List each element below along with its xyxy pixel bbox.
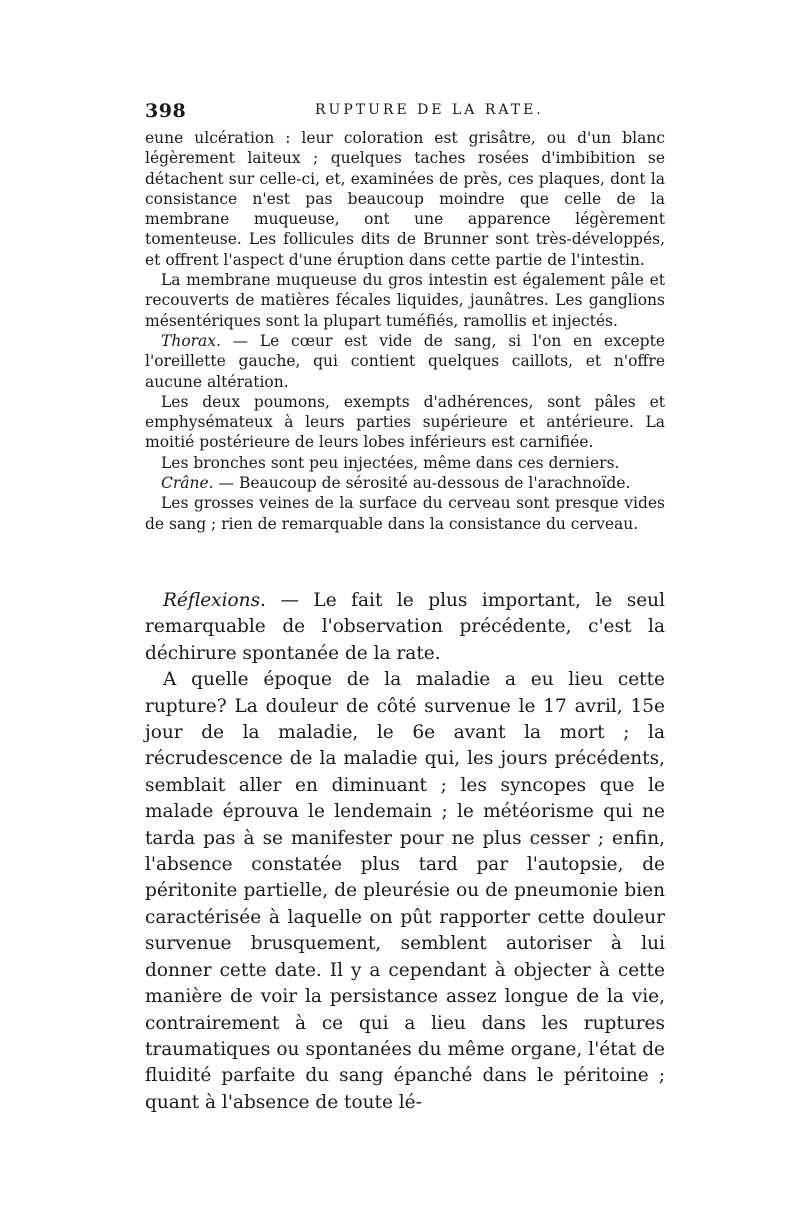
paragraph-crane: [145, 473, 665, 493]
reflexions-intro: — Le fait le plus important, le seul remarquable de l'observation précédente, c'est la déchirure spontanée de la rate.: [145, 590, 665, 664]
paragraph-poumons: Les deux poumons, exempts d'adhérences, sont pâles et emphysémateux à leurs parties supérieure et antérieure. La moitié postérieure de leurs lobes inférieurs est carnifiée.: [145, 392, 665, 452]
paragraph-reflexions: [145, 588, 665, 667]
thorax-text: — Le cœur est vide de sang, si l'on en excepte l'oreillette gauche, qui contient quelques caillots, et n'offre aucune altération.: [145, 331, 665, 391]
paragraph-cerveau: Les grosses veines de la surface du cerveau sont presque vides de sang ; rien de remarquable dans la consistance du cerveau.: [145, 494, 665, 533]
paragraph-gros-intestin: La membrane muqueuse du gros intestin est également pâle et recouverts de matières fécales liquides, jaunâtres. Les ganglions mésentériques sont la plupart tuméfiés, ramollis et injectés.: [145, 271, 665, 330]
section-label-thorax: Thorax.: [161, 331, 221, 350]
running-head: RUPTURE DE LA RATE.: [315, 102, 544, 118]
section-label-reflexions: Réflexions.: [163, 590, 266, 611]
paragraph-intestin: eune ulcération : leur coloration est grisâtre, ou d'un blanc légèrement laiteux ; quelques taches rosées d'imbibition se détachent sur celle-ci, et, examinées de près, ces plaques, dont la consistance n'est pas beaucoup moindre que celle de la membrane muqueuse, ont une apparence légèrement tomenteuse. Les follicules dits de Brunner sont très-développés, et offrent l'aspect d'une éruption dans cette partie de l'intestin.: [145, 129, 665, 269]
section-label-crane: Crâne.: [161, 474, 214, 493]
paragraph-bronches: Les bronches sont peu injectées, même dans ces derniers.: [161, 453, 620, 472]
page-header: [145, 100, 665, 124]
page-number: 398: [145, 100, 187, 122]
crane-text: — Beaucoup de sérosité au-dessous de l'arachnoïde.: [213, 474, 631, 493]
paragraph-thorax: [145, 331, 665, 392]
paragraph-rupture-epoque: A quelle époque de la maladie a eu lieu cette rupture? La douleur de côté survenue le 17 avril, 15e jour de la maladie, le 6e avant la mort ; la récrudescence de la maladie qui, les jours précédents, semblait aller en diminuant ; les syncopes que le malade éprouva le lendemain ; le météorisme qui ne tarda pas à se manifester pour ne plus cesser ; enfin, l'absence constatée plus tard par l'autopsie, de péritonite partielle, de pleurésie ou de pneumonie bien caractérisée à laquelle on pût rapporter cette douleur survenue brusquement, semblent autoriser à lui donner cette date. Il y a cependant à objecter à cette manière de voir la persistance assez longue de la vie, contrairement à ce qui a lieu dans les ruptures traumatiques ou spontanées du même organe, l'état de fluidité parfaite du sang épanché dans le péritoine ; quant à l'absence de toute lé-: [145, 669, 665, 1113]
observation-text: [145, 128, 665, 534]
reflexions-text: [145, 588, 665, 1116]
